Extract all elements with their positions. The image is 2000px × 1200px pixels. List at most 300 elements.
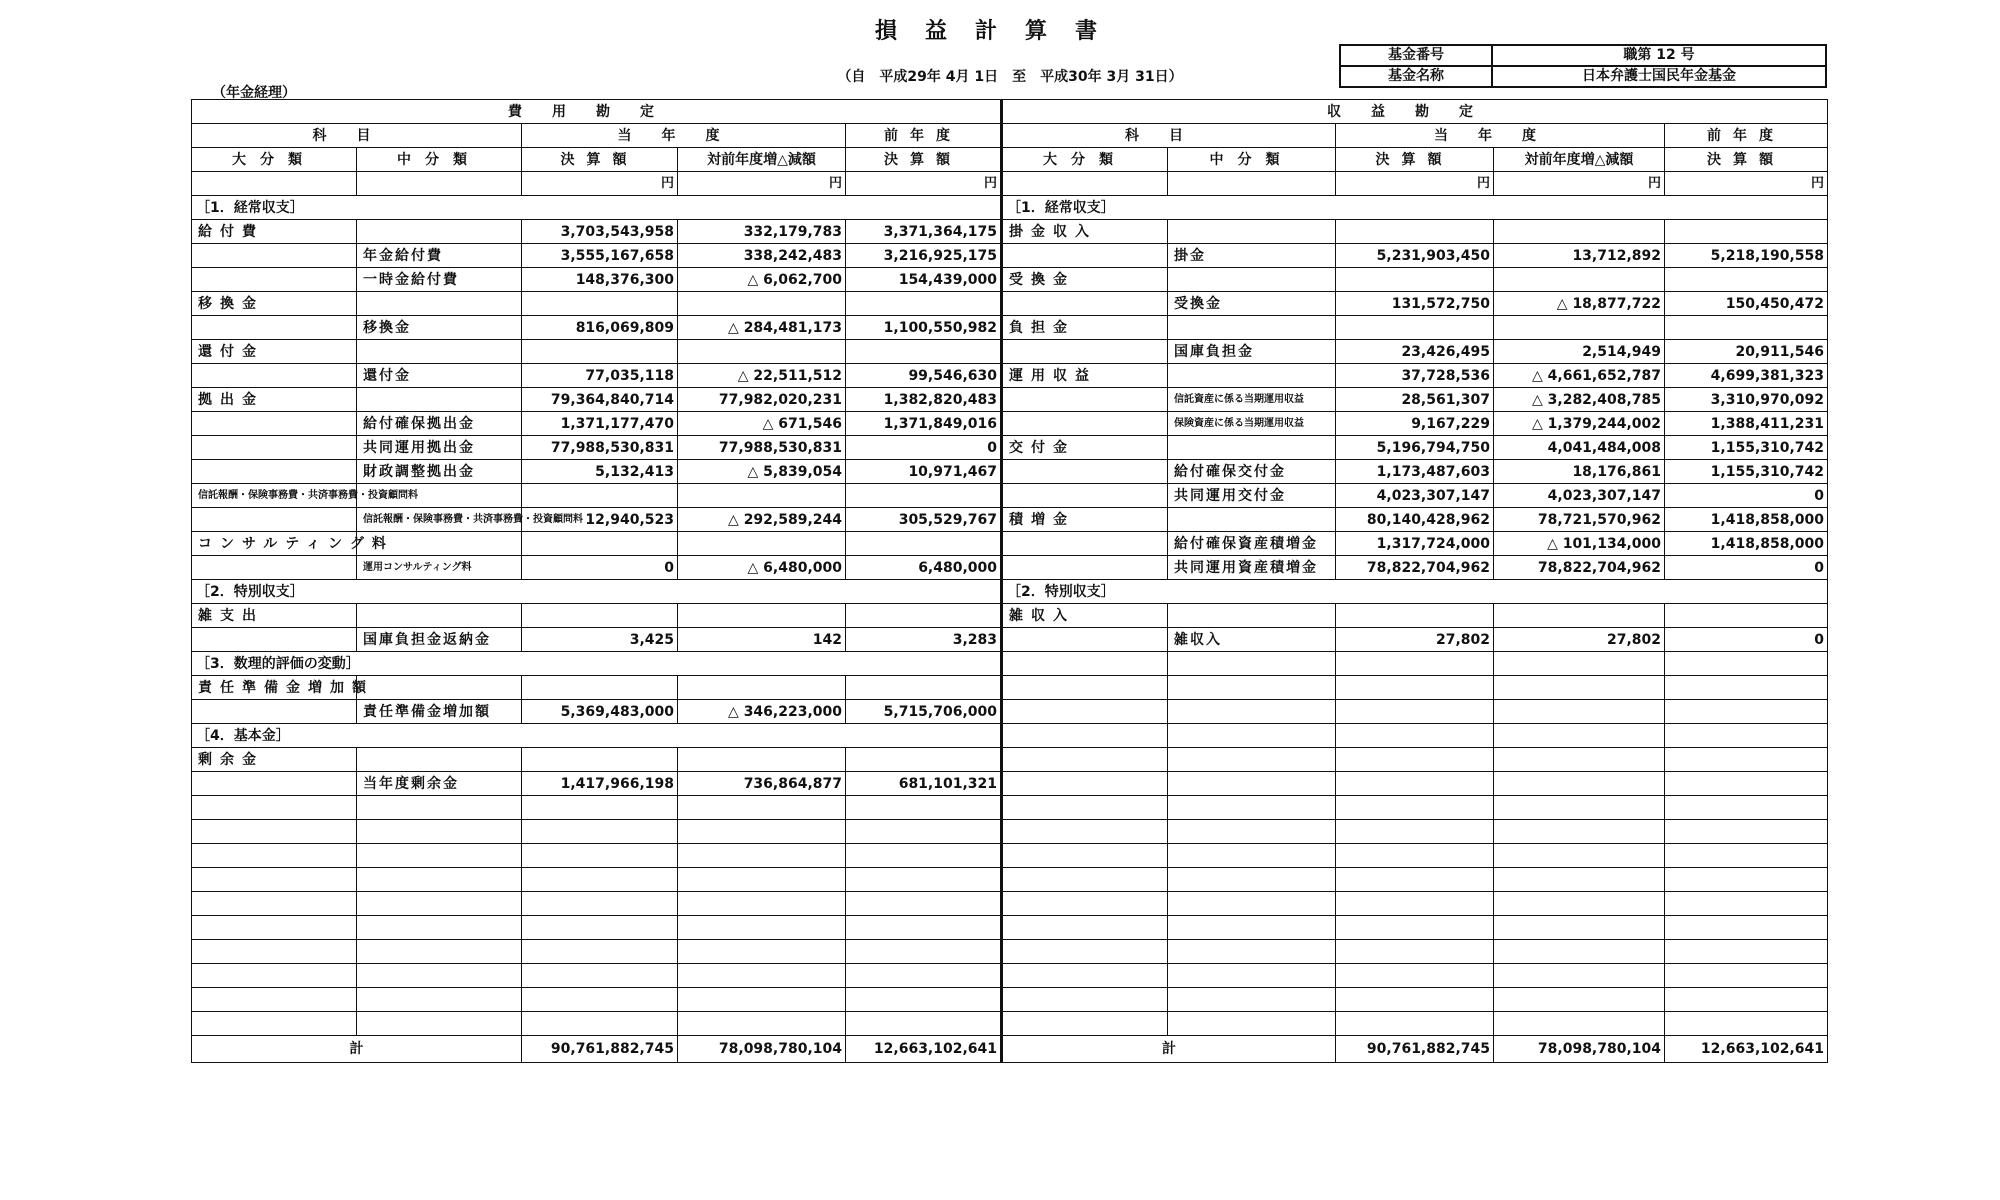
revenue-section-header: ［1．経常収支］ <box>1002 196 1828 220</box>
revenue-change <box>1494 724 1665 748</box>
expense-previous-amount <box>846 676 1002 700</box>
header-row-3 <box>192 148 1828 172</box>
revenue-change: △ 101,134,000 <box>1494 532 1665 556</box>
revenue-previous-amount <box>1665 724 1828 748</box>
revenue-change: 2,514,949 <box>1494 340 1665 364</box>
revenue-change <box>1494 700 1665 724</box>
table-row <box>192 268 1828 292</box>
revenue-amount: 28,561,307 <box>1336 388 1494 412</box>
revenue-amount <box>1336 748 1494 772</box>
revenue-minor-category: 共同運用資産積増金 <box>1168 556 1336 580</box>
expense-change <box>678 532 846 556</box>
revenue-amount <box>1336 700 1494 724</box>
revenue-major-category <box>1002 556 1168 580</box>
expense-change: △ 5,839,054 <box>678 460 846 484</box>
blank-row <box>192 1012 1828 1036</box>
revenue-change: △ 4,661,652,787 <box>1494 364 1665 388</box>
expense-change: △ 6,480,000 <box>678 556 846 580</box>
expense-major-category <box>192 364 357 388</box>
revenue-amount <box>1336 268 1494 292</box>
expense-amount: 1,371,177,470 <box>522 412 678 436</box>
revenue-change-header: 対前年度増△減額 <box>1494 148 1665 172</box>
expense-section-header: ［2．特別収支］ <box>192 580 1002 604</box>
revenue-major-category: 掛金収入 <box>1002 220 1168 244</box>
revenue-amount: 37,728,536 <box>1336 364 1494 388</box>
blank-row <box>192 868 1828 892</box>
expense-amount: 3,555,167,658 <box>522 244 678 268</box>
expense-previous-amount <box>846 748 1002 772</box>
revenue-previous-amount: 0 <box>1665 556 1828 580</box>
revenue-previous-amount: 1,155,310,742 <box>1665 436 1828 460</box>
blank-row <box>192 964 1828 988</box>
revenue-major-category <box>1002 244 1168 268</box>
revenue-minor-category: 雑収入 <box>1168 628 1336 652</box>
revenue-previous-amount: 1,418,858,000 <box>1665 532 1828 556</box>
expense-major-category: 還付金 <box>192 340 357 364</box>
expense-previous-amount: 1,382,820,483 <box>846 388 1002 412</box>
table-row <box>192 508 1828 532</box>
revenue-amount <box>1336 220 1494 244</box>
expense-current-year-header: 当年度 <box>522 124 846 148</box>
revenue-previous-amount: 4,699,381,323 <box>1665 364 1828 388</box>
expense-previous-amount: 3,216,925,175 <box>846 244 1002 268</box>
expense-minor-category <box>357 676 522 700</box>
revenue-change: 18,176,861 <box>1494 460 1665 484</box>
revenue-minor-category <box>1168 700 1336 724</box>
expense-previous-amount: 99,546,630 <box>846 364 1002 388</box>
expense-change: △ 292,589,244 <box>678 508 846 532</box>
expense-previous-amount: 3,283 <box>846 628 1002 652</box>
revenue-change <box>1494 316 1665 340</box>
expense-section-header: ［1．経常収支］ <box>192 196 1002 220</box>
expense-major-category: 拠出金 <box>192 388 357 412</box>
expense-major-category <box>192 412 357 436</box>
unit-cell: 円 <box>1494 172 1665 196</box>
expense-change <box>678 604 846 628</box>
fiscal-period: （自 平成29年 4月 1日 至 平成30年 3月 31日） <box>837 69 1183 85</box>
revenue-major-category <box>1002 460 1168 484</box>
expense-previous-amount <box>846 292 1002 316</box>
revenue-previous-amount <box>1665 316 1828 340</box>
header-row-2 <box>192 124 1828 148</box>
table-row <box>192 580 1828 604</box>
expense-amount: 12,940,523 <box>522 508 678 532</box>
expense-change <box>678 484 846 508</box>
expense-change-header: 対前年度増△減額 <box>678 148 846 172</box>
expense-major-category <box>192 772 357 796</box>
revenue-major-category: 雑収入 <box>1002 604 1168 628</box>
revenue-previous-amount: 1,388,411,231 <box>1665 412 1828 436</box>
revenue-major-category <box>1002 676 1168 700</box>
expense-change: △ 346,223,000 <box>678 700 846 724</box>
revenue-major-category: 受換金 <box>1002 268 1168 292</box>
revenue-previous-amount <box>1665 676 1828 700</box>
revenue-minor-category <box>1168 724 1336 748</box>
revenue-minor-category <box>1168 604 1336 628</box>
table-row <box>192 412 1828 436</box>
revenue-previous-amount: 1,418,858,000 <box>1665 508 1828 532</box>
revenue-change <box>1494 220 1665 244</box>
table-row <box>192 652 1828 676</box>
revenue-previous-amount <box>1665 652 1828 676</box>
revenue-amount <box>1336 316 1494 340</box>
expense-minor-category: 信託報酬・保険事務費・共済事務費・投資顧問料 <box>357 508 522 532</box>
revenue-minor-category: 信託資産に係る当期運用収益 <box>1168 388 1336 412</box>
revenue-previous-amount: 3,310,970,092 <box>1665 388 1828 412</box>
revenue-amount: 80,140,428,962 <box>1336 508 1494 532</box>
revenue-change: △ 18,877,722 <box>1494 292 1665 316</box>
expense-minor-category: 還付金 <box>357 364 522 388</box>
revenue-header: 収益勘定 <box>1002 100 1828 124</box>
expense-previous-amount <box>846 484 1002 508</box>
expense-major-category: 雑支出 <box>192 604 357 628</box>
revenue-major-category <box>1002 724 1168 748</box>
expense-previous-amount: 1,371,849,016 <box>846 412 1002 436</box>
income-statement-table <box>191 99 1828 1063</box>
table-row <box>192 532 1828 556</box>
expense-change: 77,988,530,831 <box>678 436 846 460</box>
revenue-total-prev: 12,663,102,641 <box>1665 1036 1828 1063</box>
revenue-amount: 5,231,903,450 <box>1336 244 1494 268</box>
blank-row <box>192 820 1828 844</box>
expense-minor-category: 共同運用拠出金 <box>357 436 522 460</box>
revenue-minor-header: 中分類 <box>1168 148 1336 172</box>
expense-minor-category <box>357 388 522 412</box>
expense-header: 費用勘定 <box>192 100 1002 124</box>
revenue-change <box>1494 748 1665 772</box>
revenue-minor-category <box>1168 220 1336 244</box>
expense-amount: 77,988,530,831 <box>522 436 678 460</box>
revenue-minor-category <box>1168 748 1336 772</box>
expense-minor-category: 移換金 <box>357 316 522 340</box>
revenue-major-category <box>1002 412 1168 436</box>
revenue-previous-amount: 20,911,546 <box>1665 340 1828 364</box>
fund-info-table <box>1339 44 1827 88</box>
revenue-minor-category: 給付確保資産積増金 <box>1168 532 1336 556</box>
blank-row <box>192 844 1828 868</box>
expense-minor-category <box>357 340 522 364</box>
revenue-amount <box>1336 772 1494 796</box>
revenue-prev-amount-header: 決算額 <box>1665 148 1828 172</box>
revenue-section-header: ［2．特別収支］ <box>1002 580 1828 604</box>
expense-major-category: 責任準備金増加額 <box>192 676 357 700</box>
account-type: （年金経理） <box>212 85 296 101</box>
expense-change: △ 22,511,512 <box>678 364 846 388</box>
revenue-previous-amount <box>1665 220 1828 244</box>
expense-previous-amount: 305,529,767 <box>846 508 1002 532</box>
revenue-amount: 5,196,794,750 <box>1336 436 1494 460</box>
blank-row <box>192 796 1828 820</box>
revenue-major-category: 負担金 <box>1002 316 1168 340</box>
revenue-previous-amount <box>1665 268 1828 292</box>
expense-change <box>678 340 846 364</box>
expense-previous-amount: 1,100,550,982 <box>846 316 1002 340</box>
table-body <box>192 196 1828 796</box>
expense-amount: 1,417,966,198 <box>522 772 678 796</box>
expense-total-prev: 12,663,102,641 <box>846 1036 1002 1063</box>
expense-minor-category: 国庫負担金返納金 <box>357 628 522 652</box>
expense-previous-amount <box>846 340 1002 364</box>
expense-major-category <box>192 628 357 652</box>
revenue-previous-amount: 5,218,190,558 <box>1665 244 1828 268</box>
revenue-amount: 9,167,229 <box>1336 412 1494 436</box>
expense-change <box>678 748 846 772</box>
expense-item-header: 科目 <box>192 124 522 148</box>
revenue-total-amount: 90,761,882,745 <box>1336 1036 1494 1063</box>
expense-previous-amount: 10,971,467 <box>846 460 1002 484</box>
revenue-change <box>1494 604 1665 628</box>
expense-change: 77,982,020,231 <box>678 388 846 412</box>
table-row <box>192 724 1828 748</box>
revenue-change: 13,712,892 <box>1494 244 1665 268</box>
expense-amount: 5,369,483,000 <box>522 700 678 724</box>
expense-major-category <box>192 508 357 532</box>
expense-major-category: 信託報酬・保険事務費・共済事務費・投資顧問料 <box>192 484 357 508</box>
revenue-previous-year-header: 前年度 <box>1665 124 1828 148</box>
expense-amount: 5,132,413 <box>522 460 678 484</box>
expense-previous-amount: 681,101,321 <box>846 772 1002 796</box>
revenue-amount <box>1336 724 1494 748</box>
table-row <box>192 748 1828 772</box>
revenue-minor-category: 国庫負担金 <box>1168 340 1336 364</box>
unit-cell: 円 <box>1665 172 1828 196</box>
revenue-minor-category: 受換金 <box>1168 292 1336 316</box>
revenue-amount <box>1336 604 1494 628</box>
expense-major-category <box>192 700 357 724</box>
fund-number-value: 職第 12 号 <box>1492 45 1826 66</box>
expense-amount-header: 決算額 <box>522 148 678 172</box>
expense-minor-category <box>357 292 522 316</box>
expense-minor-category <box>357 748 522 772</box>
table-row <box>192 220 1828 244</box>
revenue-amount: 4,023,307,147 <box>1336 484 1494 508</box>
expense-amount: 0 <box>522 556 678 580</box>
table-row <box>192 700 1828 724</box>
revenue-amount <box>1336 652 1494 676</box>
expense-minor-category: 当年度剰余金 <box>357 772 522 796</box>
unit-cell <box>192 172 357 196</box>
expense-amount <box>522 484 678 508</box>
unit-cell <box>1168 172 1336 196</box>
expense-section-header: ［3．数理的評価の変動］ <box>192 652 1002 676</box>
revenue-change: 78,721,570,962 <box>1494 508 1665 532</box>
revenue-change: 78,822,704,962 <box>1494 556 1665 580</box>
table-row <box>192 676 1828 700</box>
table-row <box>192 604 1828 628</box>
expense-amount: 3,703,543,958 <box>522 220 678 244</box>
unit-cell: 円 <box>522 172 678 196</box>
expense-major-category <box>192 556 357 580</box>
expense-minor-category: 年金給付費 <box>357 244 522 268</box>
expense-amount: 77,035,118 <box>522 364 678 388</box>
revenue-major-category <box>1002 340 1168 364</box>
revenue-change: 4,041,484,008 <box>1494 436 1665 460</box>
fund-name-value: 日本弁護士国民年金基金 <box>1492 66 1826 87</box>
revenue-minor-category <box>1168 436 1336 460</box>
revenue-major-category: 運用収益 <box>1002 364 1168 388</box>
revenue-major-header: 大分類 <box>1002 148 1168 172</box>
expense-minor-category <box>357 220 522 244</box>
revenue-item-header: 科目 <box>1002 124 1336 148</box>
expense-minor-category: 責任準備金増加額 <box>357 700 522 724</box>
expense-total-change: 78,098,780,104 <box>678 1036 846 1063</box>
revenue-minor-category <box>1168 652 1336 676</box>
blank-row <box>192 916 1828 940</box>
expense-major-category <box>192 268 357 292</box>
revenue-amount: 78,822,704,962 <box>1336 556 1494 580</box>
expense-amount <box>522 532 678 556</box>
expense-change: 338,242,483 <box>678 244 846 268</box>
expense-change: △ 671,546 <box>678 412 846 436</box>
revenue-minor-category <box>1168 316 1336 340</box>
revenue-major-category <box>1002 772 1168 796</box>
total-row <box>192 1036 1828 1063</box>
expense-previous-amount: 154,439,000 <box>846 268 1002 292</box>
revenue-amount <box>1336 676 1494 700</box>
revenue-change <box>1494 676 1665 700</box>
revenue-change: 27,802 <box>1494 628 1665 652</box>
expense-change: 332,179,783 <box>678 220 846 244</box>
revenue-amount-header: 決算額 <box>1336 148 1494 172</box>
expense-major-category: 給付費 <box>192 220 357 244</box>
expense-amount: 816,069,809 <box>522 316 678 340</box>
expense-major-category <box>192 436 357 460</box>
expense-previous-amount: 5,715,706,000 <box>846 700 1002 724</box>
expense-change: 142 <box>678 628 846 652</box>
revenue-major-category <box>1002 292 1168 316</box>
table-row <box>192 772 1828 796</box>
expense-amount: 79,364,840,714 <box>522 388 678 412</box>
table-row <box>192 244 1828 268</box>
expense-previous-amount <box>846 532 1002 556</box>
expense-major-category <box>192 460 357 484</box>
expense-minor-header: 中分類 <box>357 148 522 172</box>
table-row <box>192 196 1828 220</box>
expense-previous-year-header: 前年度 <box>846 124 1002 148</box>
revenue-amount: 23,426,495 <box>1336 340 1494 364</box>
revenue-previous-amount: 0 <box>1665 484 1828 508</box>
page-title: 損益計算書 <box>874 19 1125 44</box>
unit-cell <box>1002 172 1168 196</box>
revenue-minor-category <box>1168 364 1336 388</box>
revenue-change: △ 3,282,408,785 <box>1494 388 1665 412</box>
unit-cell: 円 <box>1336 172 1494 196</box>
expense-amount <box>522 292 678 316</box>
table-row <box>192 292 1828 316</box>
expense-amount: 148,376,300 <box>522 268 678 292</box>
expense-amount: 3,425 <box>522 628 678 652</box>
revenue-major-category <box>1002 628 1168 652</box>
revenue-change <box>1494 268 1665 292</box>
revenue-major-category: 交付金 <box>1002 436 1168 460</box>
revenue-minor-category: 掛金 <box>1168 244 1336 268</box>
unit-cell: 円 <box>678 172 846 196</box>
table-row <box>192 436 1828 460</box>
expense-minor-category: 一時金給付費 <box>357 268 522 292</box>
revenue-change: 4,023,307,147 <box>1494 484 1665 508</box>
revenue-major-category <box>1002 388 1168 412</box>
revenue-major-category <box>1002 532 1168 556</box>
revenue-minor-category <box>1168 772 1336 796</box>
expense-minor-category: 運用コンサルティング料 <box>357 556 522 580</box>
revenue-minor-category: 共同運用交付金 <box>1168 484 1336 508</box>
expense-major-header: 大分類 <box>192 148 357 172</box>
revenue-change <box>1494 652 1665 676</box>
table-row <box>192 364 1828 388</box>
unit-cell: 円 <box>846 172 1002 196</box>
expense-total-amount: 90,761,882,745 <box>522 1036 678 1063</box>
revenue-previous-amount: 0 <box>1665 628 1828 652</box>
revenue-minor-category <box>1168 676 1336 700</box>
revenue-total-label: 計 <box>1002 1036 1336 1063</box>
revenue-previous-amount: 1,155,310,742 <box>1665 460 1828 484</box>
revenue-major-category <box>1002 652 1168 676</box>
revenue-major-category <box>1002 700 1168 724</box>
revenue-minor-category <box>1168 268 1336 292</box>
expense-minor-category: 財政調整拠出金 <box>357 460 522 484</box>
table-row <box>192 556 1828 580</box>
expense-change <box>678 292 846 316</box>
table-row <box>192 316 1828 340</box>
expense-amount <box>522 340 678 364</box>
table-row <box>192 460 1828 484</box>
expense-major-category: コンサルティング料 <box>192 532 357 556</box>
expense-total-label: 計 <box>192 1036 522 1063</box>
revenue-change <box>1494 772 1665 796</box>
expense-change: 736,864,877 <box>678 772 846 796</box>
expense-amount <box>522 604 678 628</box>
expense-minor-category <box>357 604 522 628</box>
revenue-minor-category <box>1168 508 1336 532</box>
expense-section-header: ［4．基本金］ <box>192 724 1002 748</box>
revenue-previous-amount <box>1665 700 1828 724</box>
revenue-current-year-header: 当年度 <box>1336 124 1665 148</box>
revenue-major-category: 積増金 <box>1002 508 1168 532</box>
revenue-previous-amount <box>1665 604 1828 628</box>
expense-major-category <box>192 316 357 340</box>
expense-major-category <box>192 244 357 268</box>
expense-minor-category: 給付確保拠出金 <box>357 412 522 436</box>
revenue-minor-category: 給付確保交付金 <box>1168 460 1336 484</box>
unit-row <box>192 172 1828 196</box>
expense-previous-amount: 6,480,000 <box>846 556 1002 580</box>
expense-change: △ 284,481,173 <box>678 316 846 340</box>
expense-prev-amount-header: 決算額 <box>846 148 1002 172</box>
fund-number-label: 基金番号 <box>1340 45 1492 66</box>
revenue-amount: 1,317,724,000 <box>1336 532 1494 556</box>
table-row <box>192 340 1828 364</box>
revenue-previous-amount <box>1665 748 1828 772</box>
revenue-amount: 1,173,487,603 <box>1336 460 1494 484</box>
expense-change <box>678 676 846 700</box>
header-row-1 <box>192 100 1828 124</box>
expense-previous-amount: 3,371,364,175 <box>846 220 1002 244</box>
expense-amount <box>522 676 678 700</box>
revenue-minor-category: 保険資産に係る当期運用収益 <box>1168 412 1336 436</box>
fund-name-label: 基金名称 <box>1340 66 1492 87</box>
revenue-previous-amount: 150,450,472 <box>1665 292 1828 316</box>
revenue-change: △ 1,379,244,002 <box>1494 412 1665 436</box>
unit-cell <box>357 172 522 196</box>
blank-row <box>192 940 1828 964</box>
expense-change: △ 6,062,700 <box>678 268 846 292</box>
expense-previous-amount <box>846 604 1002 628</box>
table-row <box>192 484 1828 508</box>
table-row <box>192 388 1828 412</box>
revenue-major-category <box>1002 484 1168 508</box>
revenue-amount: 27,802 <box>1336 628 1494 652</box>
expense-major-category: 移換金 <box>192 292 357 316</box>
